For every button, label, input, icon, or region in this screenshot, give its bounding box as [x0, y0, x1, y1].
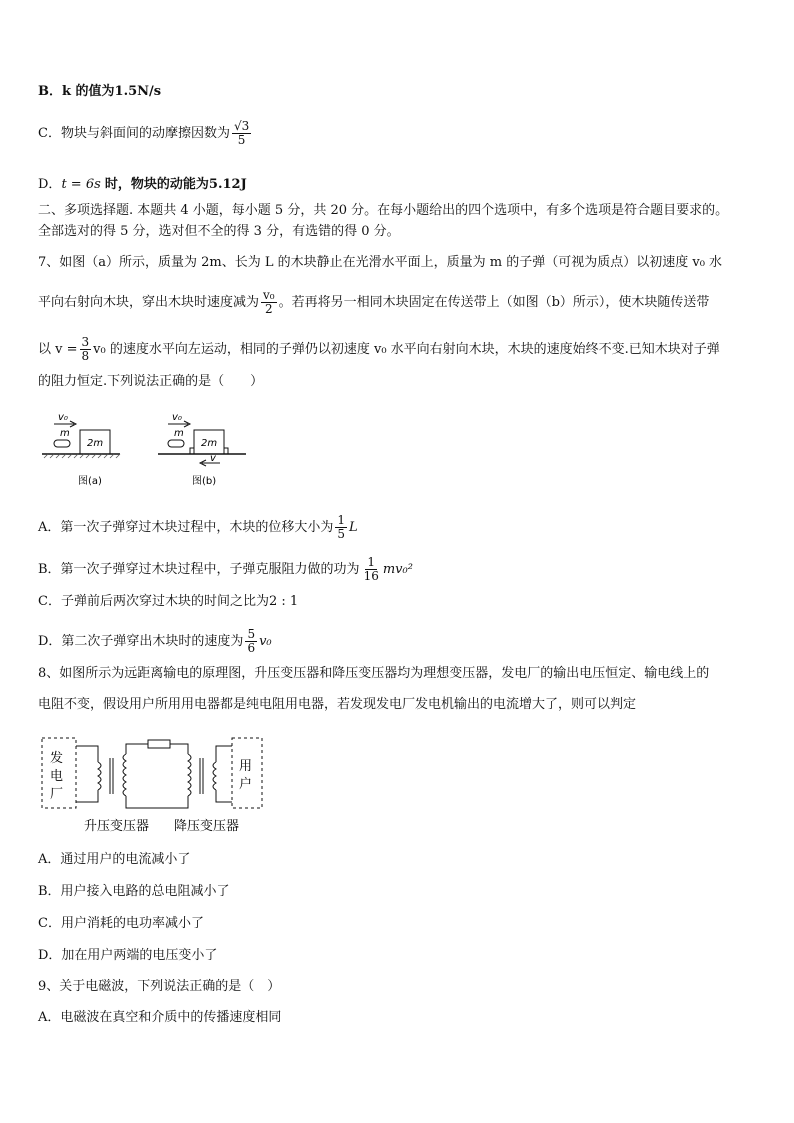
- q7-option-b: B．第一次子弹穿过木块过程中，子弹克服阻力做的功为 $\frac{1}{16}$ mv₀²: [38, 555, 413, 583]
- section-header: 二、多项选择题. 本题共 4 小题，每小题 5 分，共 20 分。在每小题给出的四个选项中，有多个选项是符合题目要求的。 全部选对的得 5 分，选对但不全的得 3 分，有选错的得 0 分。: [38, 203, 729, 239]
- step-up-secondary-coil: [123, 754, 126, 796]
- q8-option-a: A．通过用户的电流减小了: [38, 852, 191, 867]
- transmission-line: [170, 744, 188, 754]
- wire: [216, 790, 232, 802]
- q8-stem-line2: 电阻不变，假设用户所用用电器都是纯电阻用电器，若发现发电厂发电机输出的电流增大了，则可以判定: [38, 697, 637, 712]
- q8-figure: [38, 732, 270, 838]
- wire: [216, 746, 232, 762]
- step-up-label: 升压变压器: [84, 819, 150, 834]
- figure-a-caption: 图(a): [78, 476, 102, 487]
- q8-option-c: C．用户消耗的电功率减小了: [38, 916, 204, 931]
- q7-stem-line2: 平向右射向木块，穿出木块时速度减为 $\frac{\text{v₀}}{2}$ 。若再将另一相同木块固定在传送带上（如图（b）所示），使木块随传送带: [38, 288, 710, 316]
- figure-b-caption: 图(b): [192, 476, 217, 487]
- power-plant-label: 厂: [50, 787, 64, 802]
- step-down-primary-coil: [188, 754, 191, 796]
- bullet-mass-label: m: [60, 428, 70, 439]
- bullet: [54, 440, 70, 447]
- q8-option-d: D．加在用户两端的电压变小了: [38, 948, 218, 963]
- fraction: $\frac{√3}{5}$: [233, 119, 250, 147]
- figure-b: [158, 412, 246, 487]
- block-mass-label: 2m: [87, 438, 104, 449]
- step-up-primary-coil: [98, 762, 101, 790]
- bullet-mass-label: m: [174, 428, 184, 439]
- belt-velocity-label: v: [210, 453, 216, 464]
- q9-stem: 9、关于电磁波，下列说法正确的是（ ）: [38, 979, 281, 994]
- step-down-secondary-coil: [213, 762, 216, 790]
- user-label: 用: [239, 759, 253, 774]
- fraction: $\frac{5}{6}$: [247, 627, 256, 655]
- q8-option-b: B．用户接入电路的总电阻减小了: [38, 884, 230, 899]
- q6-option-b: B．k 的值为1.5N/s: [38, 84, 162, 99]
- fraction: $\frac{1}{16}$: [363, 555, 379, 583]
- transmission-line: [126, 796, 188, 808]
- q7-option-d: D．第二次子弹穿出木块时的速度为 $\frac{5}{6}$ v₀: [38, 627, 272, 655]
- power-plant-label: 电: [50, 769, 64, 784]
- q7-stem-line4: 的阻力恒定.下列说法正确的是（ ）: [38, 374, 264, 389]
- transmission-line: [126, 744, 148, 754]
- q9-option-a: A．电磁波在真空和介质中的传播速度相同: [38, 1010, 282, 1025]
- bullet-velocity-label: v₀: [172, 412, 182, 423]
- q7-option-c: C．子弹前后两次穿过木块的时间之比为2 : 1: [38, 594, 299, 609]
- q7-figure: [40, 408, 250, 492]
- q7-option-a: A．第一次子弹穿过木块过程中，木块的位移大小为 $\frac{1}{5}$ L: [38, 513, 358, 541]
- block-mass-label: 2m: [201, 438, 218, 449]
- power-plant-label: 发: [50, 751, 64, 766]
- q6-option-c: C．物块与斜面间的动摩擦因数为 $\frac{√3}{5}$: [38, 119, 250, 147]
- line-resistor: [148, 740, 170, 748]
- bullet-velocity-label: v₀: [58, 412, 68, 423]
- figure-a: [42, 412, 120, 487]
- user-label: 户: [239, 777, 253, 792]
- wire: [76, 790, 98, 802]
- q7-stem-line1: 7、如图（a）所示，质量为 2m、长为 L 的木块静止在光滑水平面上，质量为 m 的子弹（可视为质点）以初速度 v₀ 水: [38, 255, 723, 270]
- q7-stem-line3: 以 v = $\frac{3}{8}$ v₀ 的速度水平向左运动，相同的子弹仍以初速度 v₀ 水平向右射向木块，木块的速度始终不变.已知木块对子弹: [38, 335, 720, 363]
- clamp-right: [224, 448, 228, 454]
- q8-stem-line1: 8、如图所示为远距离输电的原理图，升压变压器和降压变压器均为理想变压器，发电厂的输出电压恒定、输电线上的: [38, 666, 710, 681]
- q6-option-d: D．t = 6s 时，物块的动能为5.12J: [38, 177, 247, 192]
- clamp-left: [190, 448, 194, 454]
- wire: [76, 746, 98, 762]
- fraction: $\frac{\text{v₀}}{2}$: [263, 288, 275, 316]
- fraction: $\frac{3}{8}$: [81, 335, 90, 363]
- step-down-label: 降压变压器: [174, 819, 240, 834]
- fraction: $\frac{1}{5}$: [337, 513, 346, 541]
- bullet: [168, 440, 184, 447]
